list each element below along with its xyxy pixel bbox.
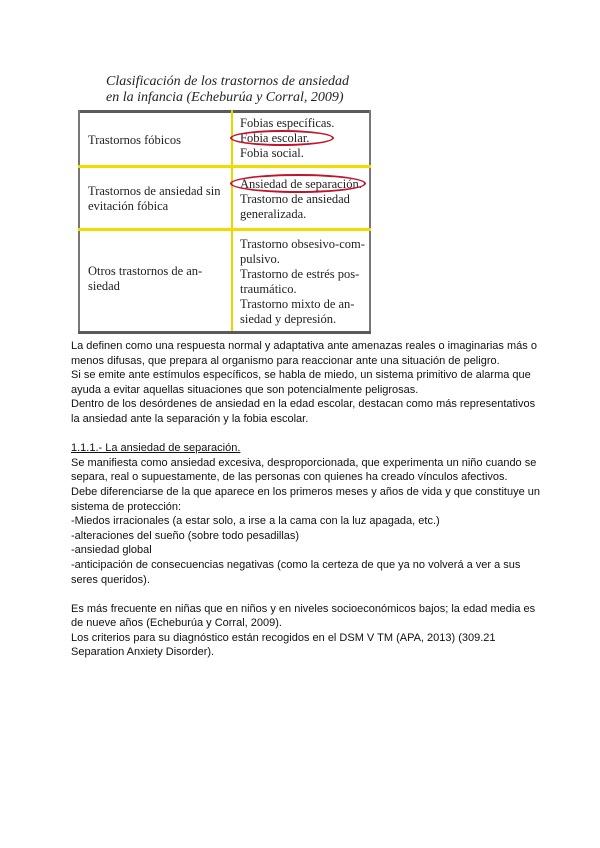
figure-title [106, 74, 376, 106]
classification-table [78, 110, 371, 334]
paragraph: Se manifiesta como ansiedad excesiva, desproporcionada, que experimenta un niño cuando se separa, real o supuestamente, de las personas con quienes ha creado vínculos afectivos. [71, 456, 537, 484]
table-bottom-border [78, 331, 371, 334]
list-item: -anticipación de consecuencias negativas (como la certeza de que ya no volverá a ver a sus seres queridos). [71, 558, 521, 586]
table-item: Fobia escolar. [240, 131, 310, 145]
highlight-circle-ansiedad-separacion [230, 174, 366, 193]
list-item: -ansiedad global [71, 544, 152, 557]
figure-title-line-2: en la infancia (Echeburúa y Corral, 2009) [106, 90, 344, 105]
figure-title-line-1: Clasificación de los trastornos de ansiedad [106, 74, 350, 89]
table-left-border [78, 110, 80, 334]
table-row-divider [78, 228, 371, 231]
table-column-divider [231, 110, 233, 334]
table-item: Fobia social. [240, 146, 304, 160]
paragraph: Dentro de los desórdenes de ansiedad en la edad escolar, destacan como más representativos la ansiedad ante la separación y la fobia escolar. [71, 398, 536, 425]
paragraph: Si se emite ante estímulos específicos, se habla de miedo, un sistema primitivo de alarma que ayuda a evitar aquellas situaciones que son potencialmente peligrosas. [71, 369, 531, 396]
table-top-border [78, 110, 371, 113]
table-row-category: Otros trastornos de an-siedad [88, 264, 203, 293]
table-item: Trastorno obsesivo-com- [240, 237, 365, 251]
paragraph: Los criterios para su diagnóstico están recogidos en el DSM V TM (APA, 2013) (309.21 Separation Anxiety Disorder). [71, 631, 496, 659]
highlight-circle-fobia-escolar [230, 130, 334, 146]
paragraph: La definen como una respuesta normal y adaptativa ante amenazas reales o imaginarias más o menos difusas, que prepara al organismo para reaccionar ante una situación de peligro. [71, 340, 537, 367]
table-item: Trastorno de estrés pos- [240, 267, 360, 281]
table-item: Trastorno de ansiedad [240, 192, 350, 206]
table-row-items [240, 237, 368, 327]
table-row-category: Trastornos fóbicos [88, 133, 181, 147]
table-item: Trastorno mixto de an- [240, 297, 355, 311]
table-item: generalizada. [240, 207, 307, 221]
table-right-border [369, 110, 371, 334]
table-row-category: Trastornos de ansiedad sin evitación fóbica [88, 184, 221, 213]
table-item: Ansiedad de separación. [240, 177, 362, 191]
table-row-divider [78, 165, 371, 168]
table-item: Fobias específicas. [240, 116, 335, 130]
list-item: -Miedos irracionales (a estar solo, a irse a la cama con la luz apagada, etc.) [71, 515, 440, 528]
table-item: traumático. [240, 282, 297, 296]
section-heading: 1.1.1.- La ansiedad de separación. [71, 442, 241, 455]
table-item: siedad y depresión. [240, 312, 337, 326]
list-item: -alteraciones del sueño (sobre todo pesadillas) [71, 529, 300, 542]
paragraph: Es más frecuente en niñas que en niños y en niveles socioeconómicos bajos; la edad media es de nueve años (Echeburúa y Corral, 2009). [71, 602, 536, 630]
paragraph: Debe diferenciarse de la que aparece en los primeros meses y años de vida y que constituye un sistema de protección: [71, 485, 540, 513]
anxiety-classification-figure [78, 68, 371, 334]
table-item: pulsivo. [240, 252, 280, 266]
document-body [71, 339, 541, 660]
